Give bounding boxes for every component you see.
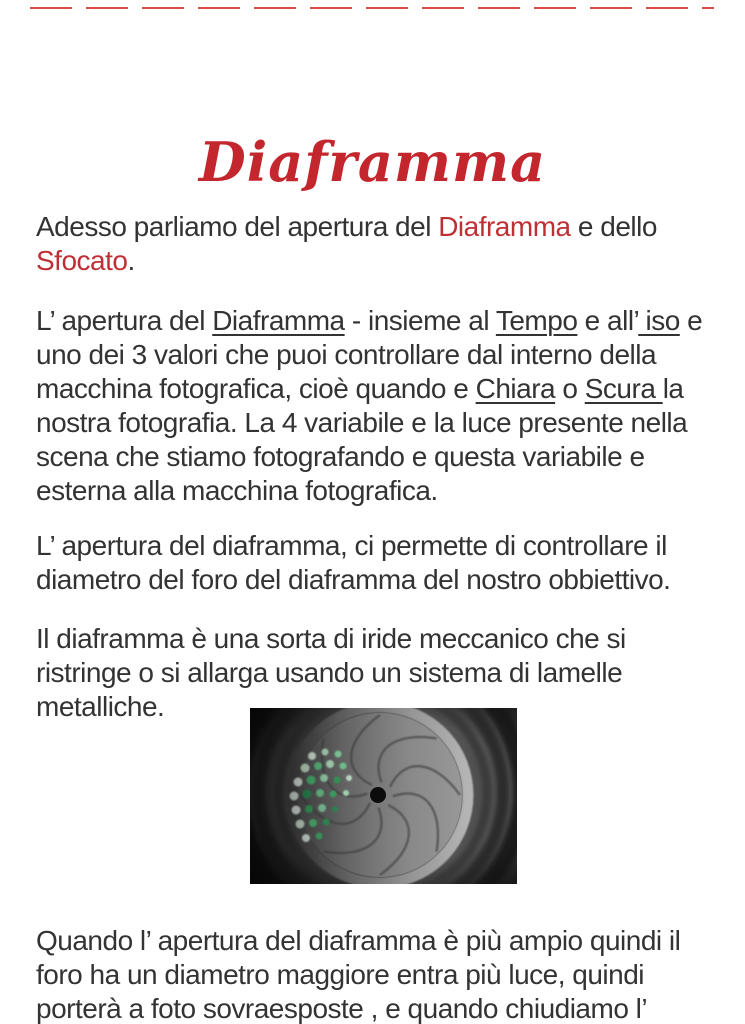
- text-run: la: [662, 373, 684, 404]
- text-run: ristringe o si allarga usando un sistema di lamelle: [36, 657, 623, 688]
- text-run: nostra fotografia. La 4 variabile e la luce presente nella: [36, 407, 688, 438]
- aperture-illustration: [250, 708, 517, 884]
- paragraph-aperture-values: [36, 304, 702, 508]
- text-run: Quando l’ apertura del diaframma è più ampio quindi il: [36, 925, 681, 956]
- text-run: Sfocato: [36, 245, 128, 276]
- text-run: Il diaframma è una sorta di iride meccanico che si: [36, 623, 626, 654]
- text-run: Scura: [584, 373, 663, 404]
- paragraph-wide-aperture: [36, 924, 680, 1024]
- photo-vignette: [250, 708, 517, 884]
- text-run: e: [679, 305, 703, 336]
- text-run: Diaframma: [438, 211, 571, 242]
- text-run: Diaframma: [212, 305, 345, 336]
- camera-aperture-photo: [250, 708, 517, 884]
- text-run: scena che stiamo fotografando e questa variabile e: [36, 441, 645, 472]
- text-run: Adesso parliamo del apertura del: [36, 211, 439, 242]
- text-run: L’ apertura del: [36, 305, 213, 336]
- text-run: e dello: [570, 211, 657, 242]
- decorative-dashed-rule: [30, 7, 714, 9]
- text-run: Tempo: [495, 305, 578, 336]
- text-run: metalliche.: [36, 691, 165, 722]
- paragraph-aperture-control: [36, 529, 670, 597]
- text-run: Chiara: [475, 373, 556, 404]
- text-run: uno dei 3 valori che puoi controllare dal interno della: [36, 339, 657, 370]
- paragraph-intro: [36, 210, 657, 278]
- text-run: - insieme al: [344, 305, 496, 336]
- text-run: macchina fotografica, cioè quando e: [36, 373, 476, 404]
- text-run: e all’: [577, 305, 639, 336]
- text-run: foro ha un diametro maggiore entra più luce, quindi: [36, 959, 644, 990]
- text-run: diametro del foro del diaframma del nostro obbiettivo.: [36, 564, 671, 595]
- text-run: porterà a foto sovraesposte , e quando chiudiamo l’: [36, 993, 648, 1024]
- text-run: esterna alla macchina fotografica.: [36, 475, 438, 506]
- text-run: o: [555, 373, 585, 404]
- text-run: L’ apertura del diaframma, ci permette di controllare il: [36, 530, 667, 561]
- text-run: iso: [638, 305, 680, 336]
- page-title: Diaframma: [198, 130, 547, 195]
- text-run: .: [127, 245, 135, 276]
